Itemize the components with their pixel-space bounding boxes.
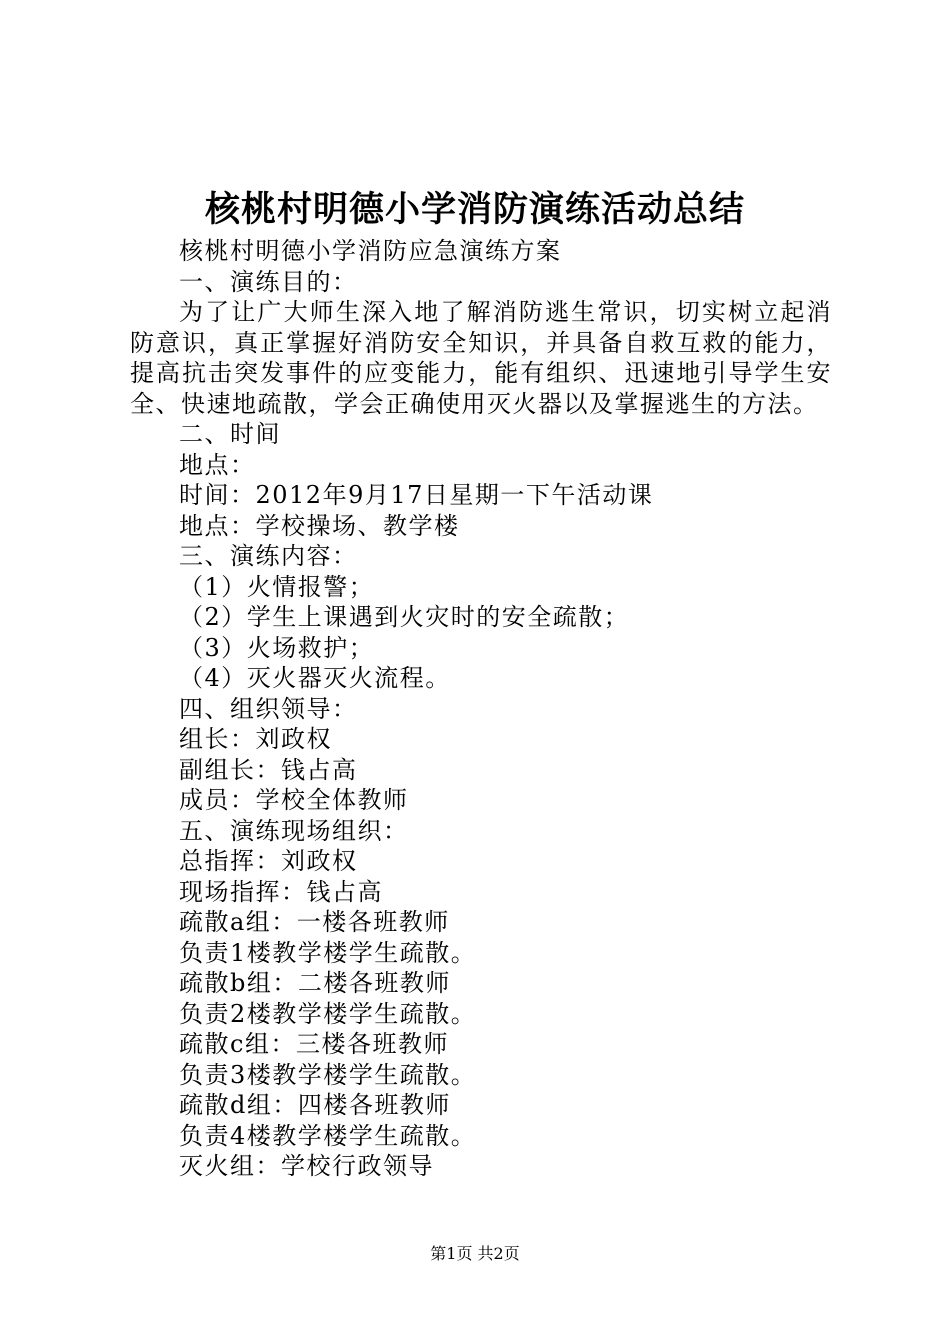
content-line: 组长：刘政权 xyxy=(179,725,332,753)
page-number-footer: 第1页 共2页 xyxy=(430,1244,520,1263)
content-line: 总指挥：刘政权 xyxy=(179,847,358,875)
content-line: 灭火组：学校行政领导 xyxy=(179,1152,434,1180)
document-title: 核桃村明德小学消防演练活动总结 xyxy=(204,190,745,230)
content-line: 负责1楼教学楼学生疏散。 xyxy=(179,938,477,967)
content-line: 地点： xyxy=(179,450,256,479)
content-line: 时间：2012年9月17日星期一下午活动课 xyxy=(179,481,654,509)
content-line: 五、演练现场组织： xyxy=(179,816,409,845)
content-line: 现场指挥：钱占高 xyxy=(179,877,383,906)
content-line: 四、组织领导： xyxy=(179,694,358,723)
content-line: 三、演练内容： xyxy=(179,542,358,570)
content-line: 疏散c组：三楼各班教师 xyxy=(179,1030,449,1058)
content-line: （4）灭火器灭火流程。 xyxy=(179,664,451,692)
plan-subtitle: 核桃村明德小学消防应急演练方案 xyxy=(179,237,562,265)
content-line: 二、时间 xyxy=(179,420,281,448)
purpose-paragraph: 为了让广大师生深入地了解消防逃生常识，切实树立起消防意识，真正掌握好消防安全知识，并具备自救互救的能力，提高抗击突发事件的应变能力，能有组织、迅速地引导学生安全、快速地疏散，学会正确使用灭火器以及掌握逃生的方法。 xyxy=(130,298,832,418)
content-line: 副组长：钱占高 xyxy=(179,755,358,784)
content-line: 地点：学校操场、教学楼 xyxy=(179,511,460,540)
content-line: 成员：学校全体教师 xyxy=(179,786,409,814)
content-lines xyxy=(130,419,832,1182)
content-line: （2）学生上课遇到火灾时的安全疏散； xyxy=(179,603,630,631)
document-body xyxy=(130,236,832,1182)
content-line: （1）火情报警； xyxy=(179,572,375,601)
section-heading-purpose: 一、演练目的： xyxy=(179,267,358,296)
content-line: （3）火场救护； xyxy=(179,633,375,662)
content-line: 疏散b组：二楼各班教师 xyxy=(179,969,451,997)
content-line: 负责3楼教学楼学生疏散。 xyxy=(179,1060,477,1089)
content-line: 负责2楼教学楼学生疏散。 xyxy=(179,999,477,1028)
content-line: 疏散a组：一楼各班教师 xyxy=(179,908,450,936)
content-line: 负责4楼教学楼学生疏散。 xyxy=(179,1121,477,1150)
content-line: 疏散d组：四楼各班教师 xyxy=(179,1091,451,1119)
